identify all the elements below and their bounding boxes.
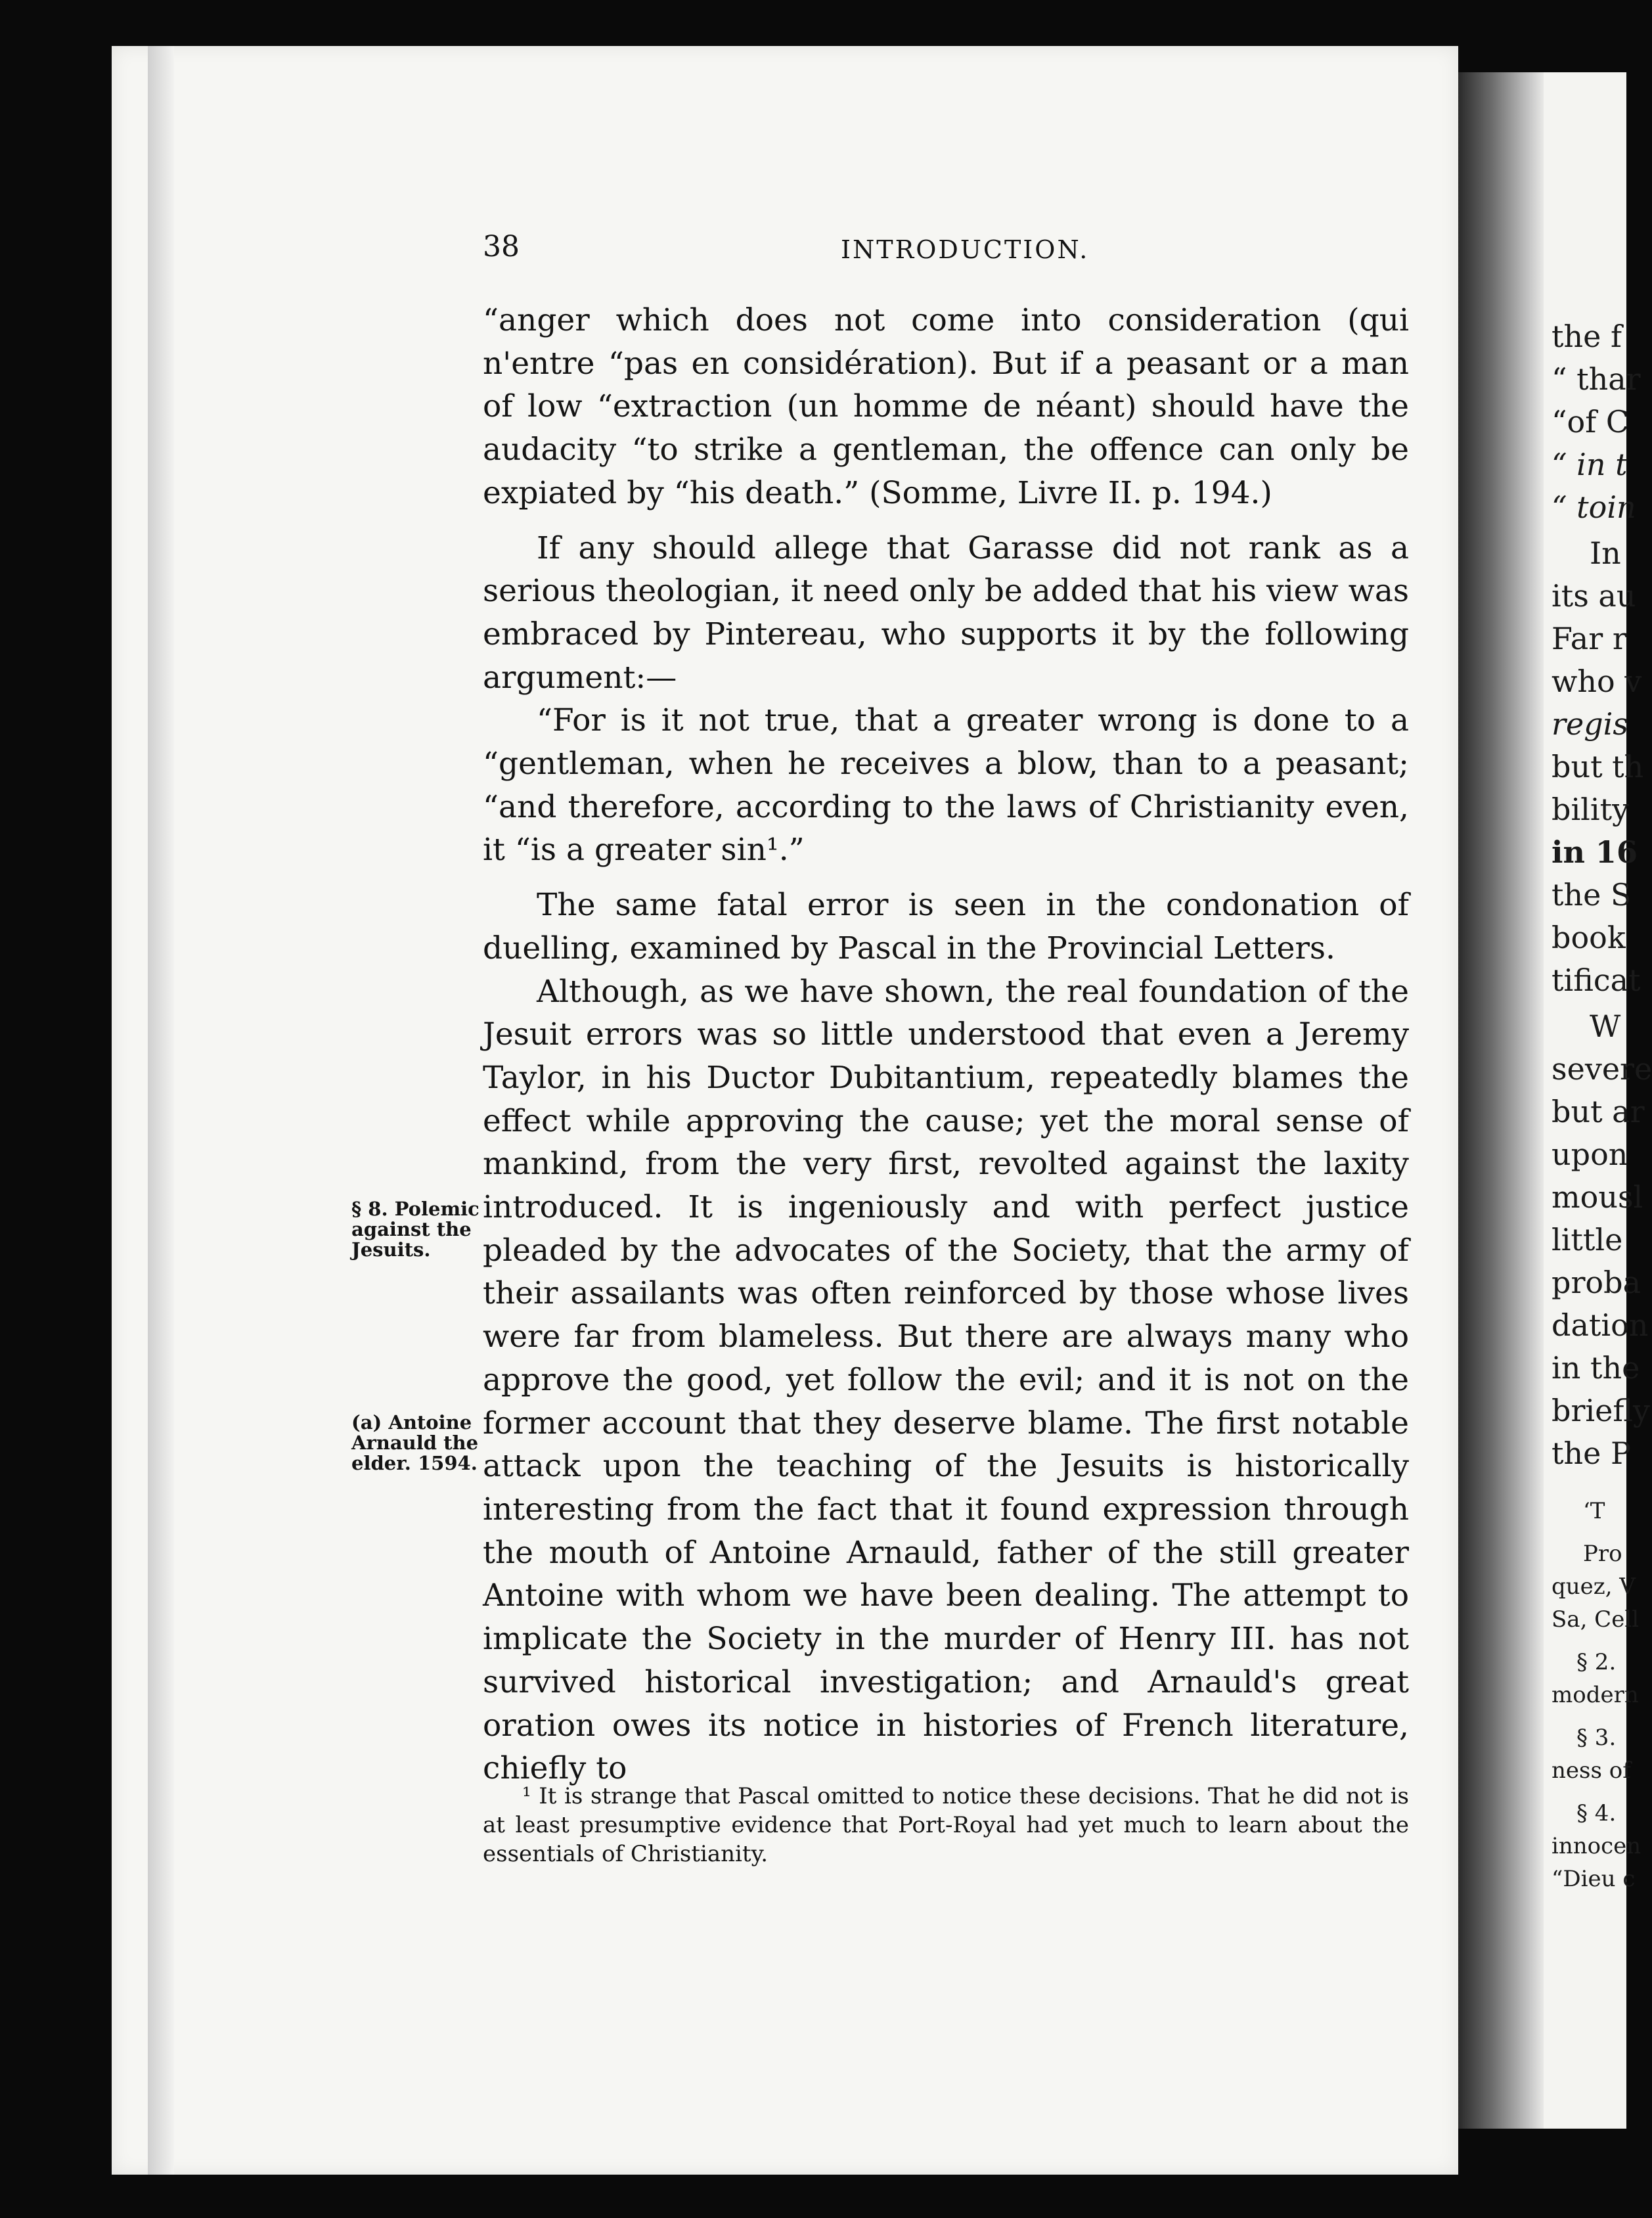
facing-line: the f <box>1552 319 1622 354</box>
facing-line: innocen <box>1552 1833 1641 1859</box>
facing-line: dation <box>1552 1307 1649 1343</box>
facing-line: Pro <box>1583 1541 1622 1567</box>
paragraph-pintereau-quote: “For is it not true, that a greater wrong is done to a “gentleman, when he receives a blow, than to a peasant; “and therefore, according to the laws of Christianity even, it “is a greater sin¹.” <box>483 702 1409 869</box>
facing-line: § 2. <box>1576 1649 1617 1675</box>
facing-line: the S <box>1552 877 1632 913</box>
facing-line: the P <box>1552 1436 1631 1471</box>
facing-line: proba <box>1552 1265 1641 1300</box>
facing-line: upon <box>1552 1137 1628 1172</box>
facing-page <box>1544 72 1652 2129</box>
facing-line: quez, V <box>1552 1573 1636 1600</box>
facing-line: modern <box>1552 1682 1639 1708</box>
paragraph-jesuit-errors: Although, as we have shown, the real foundation of the Jesuit errors was so little understood that even a Jeremy Taylor, in his Ductor Dubitantium, repeatedly blames the effect while approving the cause; yet the moral sense of mankind, from the very first, revolted against the laxity introduced. It is ingeniously and with perfect justice pleaded by the advocates of the Society, that the army of their assailants was often reinforced by those whose lives were far from blameless. But there are always many who approve the good, yet follow the evil; and it is not on the former account that they deserve blame. The first notable attack upon the teaching of the Jesuits is historically interesting from the fact that it found expression through the mouth of Antoine Arnauld, father of the still greater Antoine with whom we have been dealing. The attempt to implicate the Society in the murder of Henry III. has not survived historical investigation; and Arnauld's great oration owes its notice in histories of French literature, chiefly to <box>483 973 1409 1787</box>
paragraph-quote-continuation: “anger which does not come into consideration (qui n'entre “pas en considération). But if a peasant or a man of low “extraction (un homme de néant) should have the audacity “to strike a gentleman, the offence can only be expiated by “his death.” (Somme, Livre II. p. 194.) <box>483 302 1409 511</box>
facing-line: its au <box>1552 578 1636 614</box>
facing-line: In <box>1590 535 1621 571</box>
facing-line: little <box>1552 1222 1623 1257</box>
facing-line: briefly <box>1552 1393 1651 1428</box>
facing-line: who v <box>1552 664 1642 699</box>
facing-line: “Dieu c <box>1552 1866 1636 1892</box>
paragraph-duelling: The same fatal error is seen in the condonation of duelling, examined by Pascal in the Provincial Letters. <box>483 887 1409 966</box>
facing-line: regis <box>1552 706 1628 742</box>
facing-line: Far r <box>1552 621 1627 656</box>
facing-line: mousl <box>1552 1179 1643 1215</box>
facing-line: “ in t <box>1552 447 1628 482</box>
footnote <box>483 1782 1409 1868</box>
facing-line: “of C <box>1552 404 1630 440</box>
facing-line: but th <box>1552 749 1644 784</box>
facing-line: in 16 <box>1552 834 1638 870</box>
page-number: 38 <box>483 230 520 263</box>
facing-line: book <box>1552 920 1626 955</box>
book-gutter <box>1458 72 1544 2129</box>
sidenote-arnauld: (a) Antoine Arnauld the elder. 1594. <box>351 1411 479 1474</box>
footnote-text: ¹ It is strange that Pascal omitted to notice these decisions. That he did not is at least presumptive evidence that Port-Royal had yet much to learn about the essentials of Christianity. <box>483 1783 1409 1867</box>
facing-line: bility <box>1552 792 1630 827</box>
paragraph-garasse: If any should allege that Garasse did not rank as a serious theologian, it need only be added that his view was embraced by Pintereau, who supports it by the following argument:— <box>483 530 1409 696</box>
sidenote-polemic: § 8. Polemic against the Jesuits. <box>351 1198 480 1261</box>
running-title: INTRODUCTION. <box>841 235 1090 264</box>
facing-line: § 4. <box>1576 1800 1617 1826</box>
facing-line: but ar <box>1552 1094 1645 1129</box>
facing-line: ness of <box>1552 1757 1631 1784</box>
facing-line: “ toin <box>1552 489 1636 525</box>
facing-line: in the <box>1552 1350 1640 1386</box>
facing-line: “ thar <box>1552 361 1641 397</box>
facing-line: severe <box>1552 1051 1652 1087</box>
facing-line: ‘T <box>1583 1498 1605 1524</box>
facing-line: W <box>1590 1008 1621 1044</box>
main-text <box>483 299 1409 1790</box>
page-edge <box>148 46 174 2175</box>
facing-line: § 3. <box>1576 1725 1617 1751</box>
facing-line: Sa, Cell <box>1552 1606 1640 1633</box>
facing-line: tificat <box>1552 962 1641 998</box>
